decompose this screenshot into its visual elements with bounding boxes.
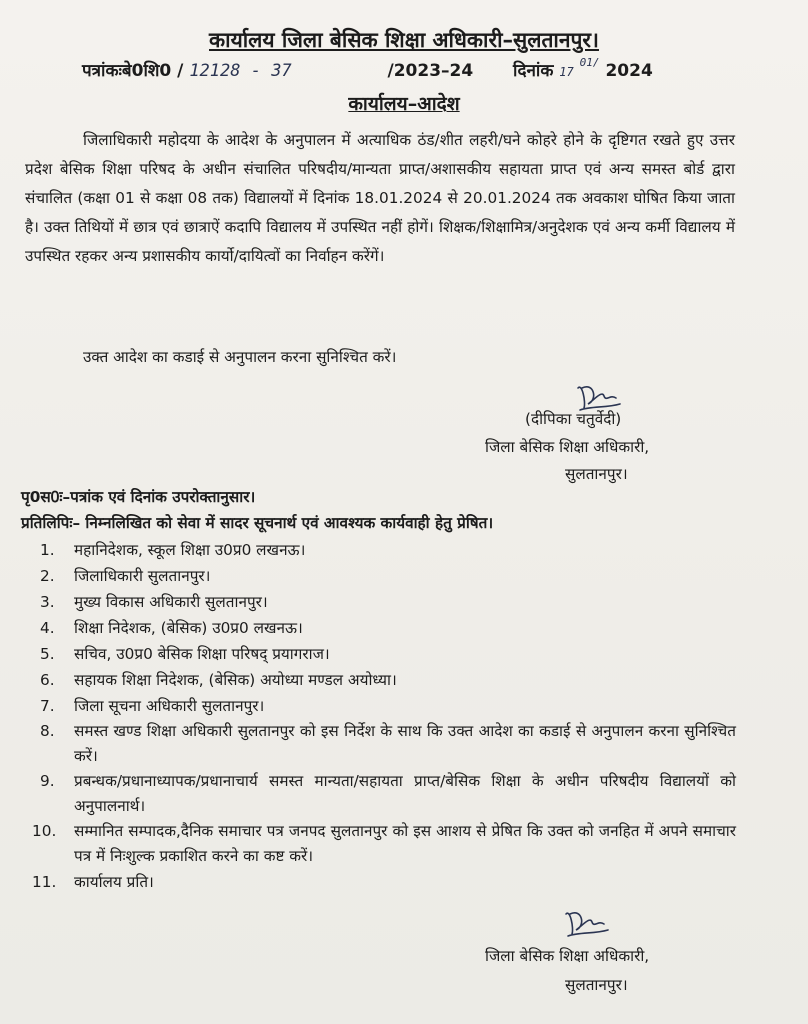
signatory-place: सुलतानपुर। <box>565 465 628 483</box>
list-item-number: 8. <box>40 722 55 740</box>
footer-place: सुलतानपुर। <box>565 976 628 994</box>
list-item-text: सहायक शिक्षा निदेशक, (बेसिक) अयोध्या मण्डल अयोध्या। <box>74 671 397 689</box>
list-item-number: 1. <box>40 541 55 559</box>
list-item <box>0 667 736 693</box>
list-item <box>0 563 736 589</box>
order-title-text: कार्यालय–आदेश <box>348 93 460 115</box>
list-item-text: कार्यालय प्रति। <box>74 873 154 891</box>
order-title <box>0 90 808 116</box>
list-item-number: 4. <box>40 619 55 637</box>
compliance-line: उक्त आदेश का कडाई से अनुपालन करना सुनिश्चित करें। <box>83 348 397 366</box>
ref-number-handwritten: 12128 - 37 <box>189 61 292 81</box>
list-item-text: महानिदेशक, स्कूल शिक्षा उ0प्र0 लखनऊ। <box>74 541 306 559</box>
ref-prefix: पत्रांकःबे0शि0 / <box>82 61 184 81</box>
office-title-text: कार्यालय जिला बेसिक शिक्षा अधिकारी–सुलतानपुर। <box>209 28 599 52</box>
list-item-number: 2. <box>40 567 55 585</box>
date-day-handwritten: 17 <box>559 65 574 79</box>
signature-mark <box>560 906 610 940</box>
date-label: दिनांक <box>513 61 554 81</box>
reference-line <box>82 58 653 81</box>
list-item-number: 3. <box>40 593 55 611</box>
list-item-text: समस्त खण्ड शिक्षा अधिकारी सुलतानपुर को इस निर्देश के साथ कि उक्त आदेश का कडाई से अनुपालन करना सुनिश्चित करें। <box>74 722 736 765</box>
recipient-list <box>0 537 808 895</box>
list-item-text: सम्मानित सम्पादक,दैनिक समाचार पत्र जनपद सुलतानपुर को इस आशय से प्रेषित कि उक्त को जनहित में अपने समाचार पत्र में निःशुल्क प्रकाशित करने का कष्ट करें। <box>74 822 736 865</box>
list-item-number: 9. <box>40 772 55 790</box>
list-item-text: मुख्य विकास अधिकारी सुलतानपुर। <box>74 593 268 611</box>
endorsement-line: पृ0स0ः–पत्रांक एवं दिनांक उपरोक्तानुसार। <box>21 488 256 506</box>
list-item <box>0 819 736 869</box>
list-item-number: 5. <box>40 645 55 663</box>
list-item-text: प्रबन्धक/प्रधानाध्यापक/प्रधानाचार्य समस्त मान्यता/सहायता प्राप्त/बेसिक शिक्षा के अधीन परिषदीय विद्यालयों को अनुपालनार्थ। <box>74 772 736 815</box>
list-item-text: शिक्षा निदेशक, (बेसिक) उ0प्र0 लखनऊ। <box>74 619 303 637</box>
list-item <box>0 869 736 895</box>
signatory-designation: जिला बेसिक शिक्षा अधिकारी, <box>485 438 650 456</box>
ref-year: /2023–24 <box>387 61 474 81</box>
date-month-handwritten: 01/ <box>579 56 600 69</box>
list-item <box>0 537 736 563</box>
list-item <box>0 641 736 667</box>
list-item-number: 11. <box>32 873 57 891</box>
list-item-text: जिला सूचना अधिकारी सुलतानपुर। <box>74 697 265 715</box>
list-item <box>0 719 736 769</box>
list-item <box>0 693 736 719</box>
list-item <box>0 769 736 819</box>
copy-heading: प्रतिलिपिः– निम्नलिखित को सेवा में सादर सूचनार्थ एवं आवश्यक कार्यवाही हेतु प्रेषित। <box>21 514 494 532</box>
date-year: 2024 <box>605 61 653 81</box>
list-item <box>0 589 736 615</box>
list-item-text: जिलाधिकारी सुलतानपुर। <box>74 567 211 585</box>
list-item-number: 6. <box>40 671 55 689</box>
office-title <box>0 26 808 54</box>
main-paragraph: जिलाधिकारी महोदया के आदेश के अनुपालन में अत्याधिक ठंड/शीत लहरी/घने कोहरे होने के दृष्टिगत रखते हुए उत्तर प्रदेश बेसिक शिक्षा परिषद के अधीन संचालित परिषदीय/मान्यता प्राप्त/अशासकीय सहायता प्राप्त एवं अन्य समस्त बोर्ड द्वारा संचालित (कक्षा 01 से कक्षा 08 तक) विद्यालयों में दिनांक 18.01.2024 से 20.01.2024 तक अवकाश घोषित किया जाता है। उक्त तिथियों में छात्र एवं छात्राऐं कदापि विद्यालय में उपस्थित नहीं होगें। शिक्षक/शिक्षामित्र/अनुदेशक एवं अन्य कर्मी विद्यालय में उपस्थित रहकर अन्य प्रशासकीय कार्यो/दायित्वों का निर्वाहन करेंगें। <box>25 131 735 265</box>
footer-designation: जिला बेसिक शिक्षा अधिकारी, <box>485 947 650 965</box>
list-item <box>0 615 736 641</box>
list-item-number: 7. <box>40 697 55 715</box>
list-item-text: सचिव, उ0प्र0 बेसिक शिक्षा परिषद् प्रयागराज। <box>74 645 330 663</box>
list-item-number: 10. <box>32 822 57 840</box>
signatory-name: (दीपिका चतुर्वेदी) <box>525 410 622 428</box>
